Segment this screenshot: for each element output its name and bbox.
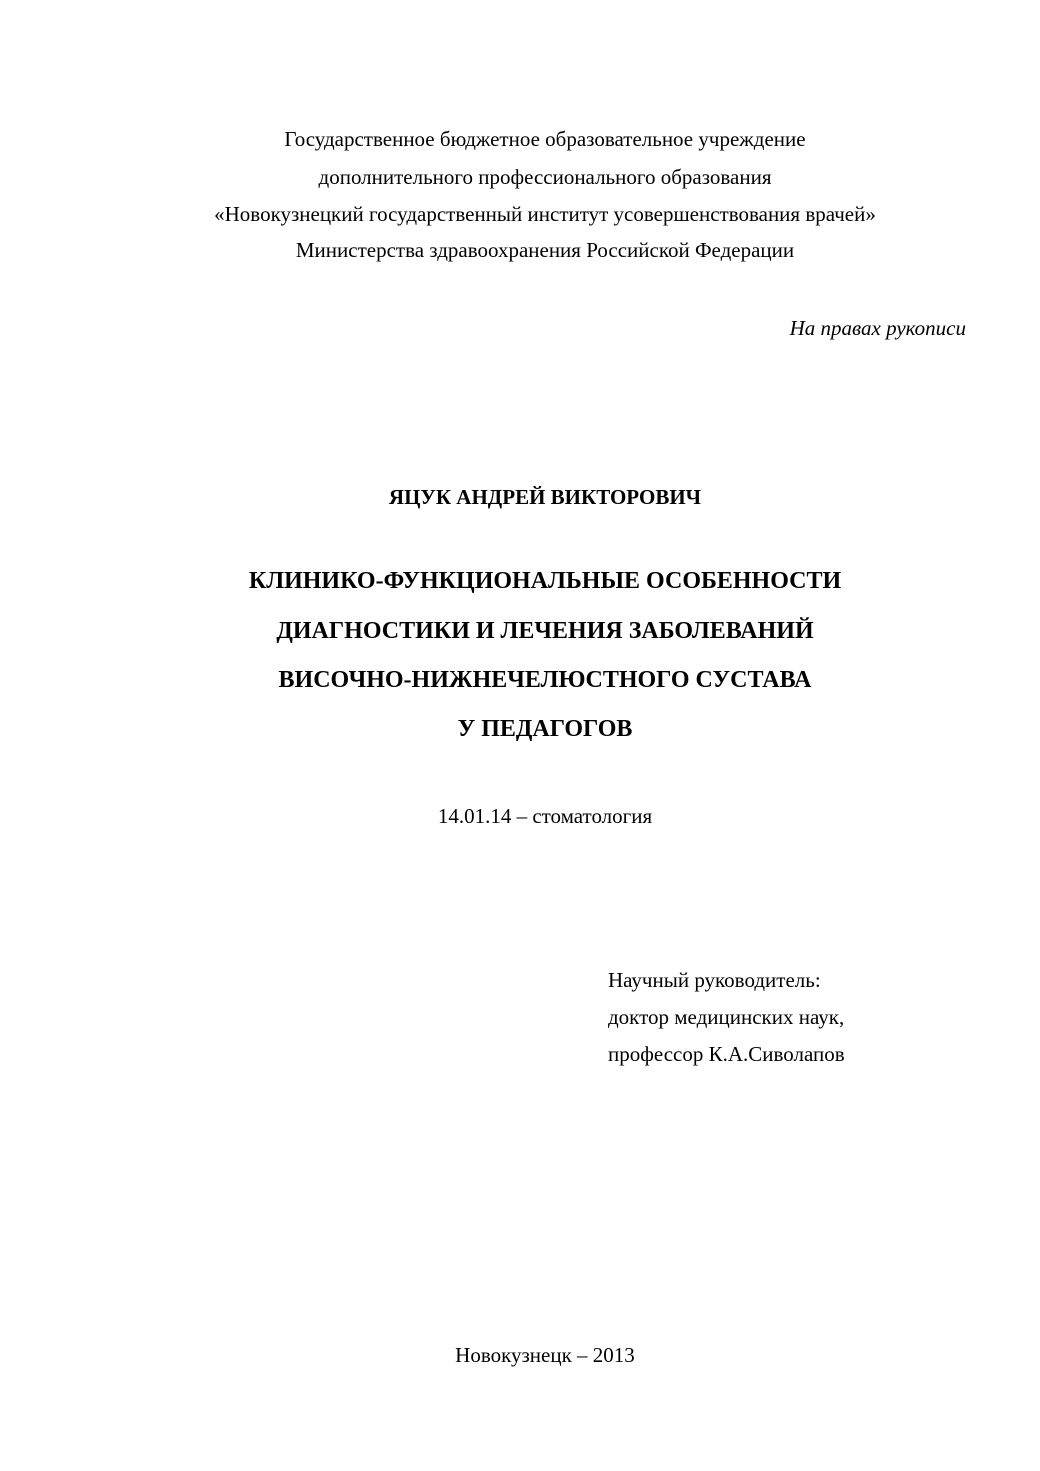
- institution-line-4: Министерства здравоохранения Российской Федерации: [295, 238, 795, 262]
- supervisor-line-3: профессор К.А.Сиволапов: [608, 1042, 845, 1066]
- institution-line-1: Государственное бюджетное образовательное учреждение: [284, 127, 806, 151]
- author-name: ЯЦУК АНДРЕЙ ВИКТОРОВИЧ: [388, 485, 702, 509]
- thesis-title-line-1: КЛИНИКО-ФУНКЦИОНАЛЬНЫЕ ОСОБЕННОСТИ: [248, 568, 842, 594]
- institution-line-3: «Новокузнецкий государственный институт усовершенствования врачей»: [214, 202, 876, 226]
- supervisor-line-1: Научный руководитель:: [608, 968, 821, 992]
- manuscript-note: На правах рукописи: [789, 316, 966, 340]
- specialty-code: 14.01.14 – стоматология: [437, 804, 653, 828]
- city-year-footer: Новокузнецк – 2013: [455, 1343, 635, 1367]
- thesis-title-line-2: ДИАГНОСТИКИ И ЛЕЧЕНИЯ ЗАБОЛЕВАНИЙ: [276, 618, 814, 644]
- supervisor-line-2: доктор медицинских наук,: [608, 1005, 845, 1029]
- institution-line-2: дополнительного профессионального образования: [318, 165, 772, 189]
- thesis-title-line-4: У ПЕДАГОГОВ: [457, 716, 633, 742]
- thesis-title-line-3: ВИСОЧНО-НИЖНЕЧЕЛЮСТНОГО СУСТАВА: [278, 667, 812, 693]
